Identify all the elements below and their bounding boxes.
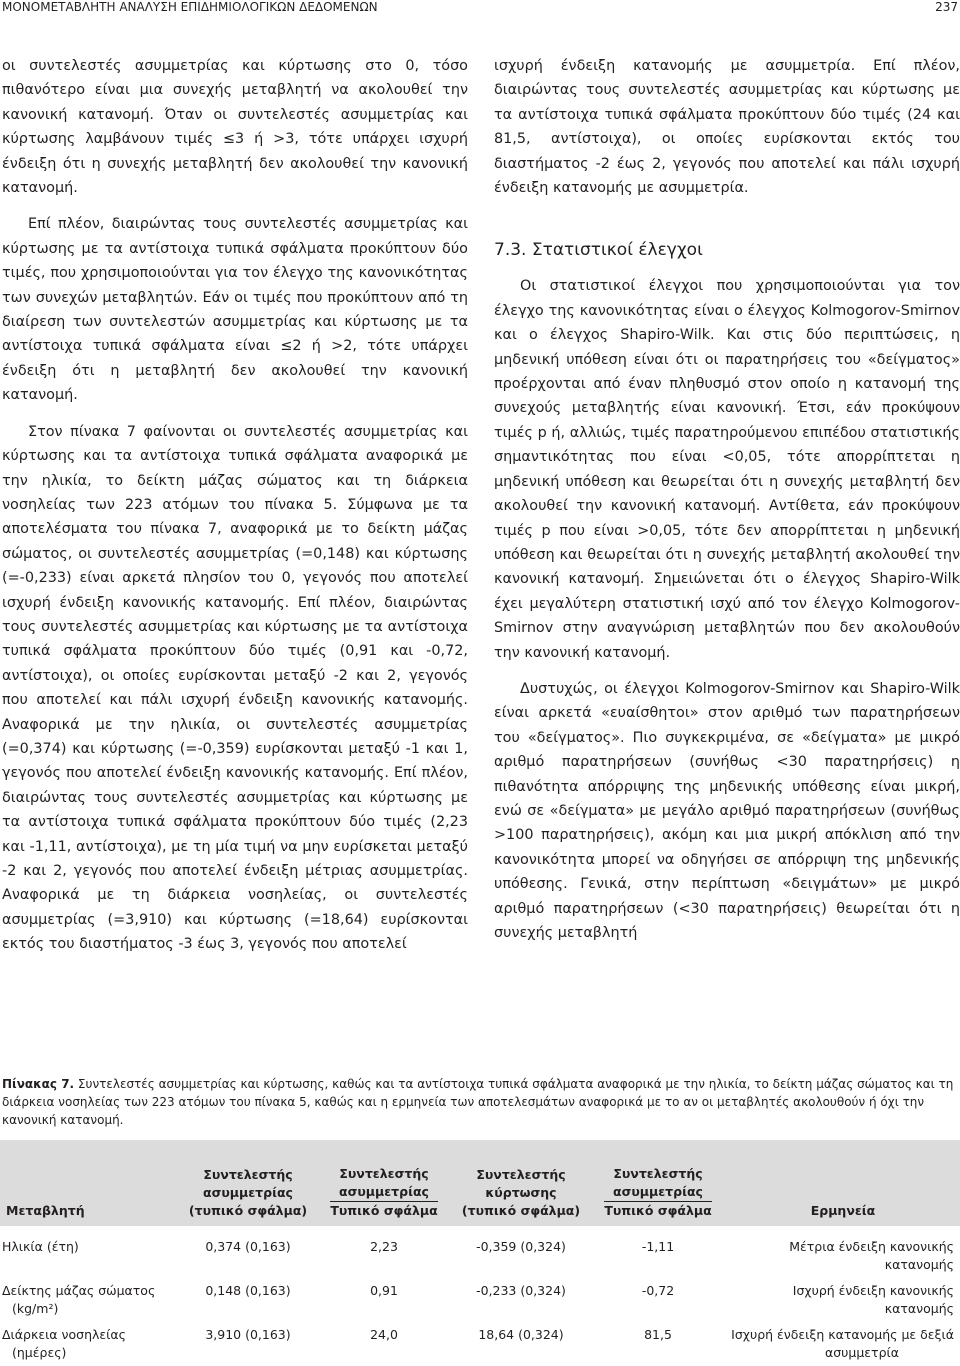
cell-kurt-ratio: 81,5 bbox=[644, 1327, 672, 1342]
data-table bbox=[0, 1140, 960, 1366]
table-row bbox=[0, 1226, 960, 1278]
cell-skewness: 0,374 (0,163) bbox=[205, 1239, 291, 1254]
cell-kurtosis: -0,233 (0,324) bbox=[476, 1283, 566, 1298]
column-header-variable: Μεταβλητή bbox=[0, 1140, 180, 1226]
cell-skewness: 3,910 (0,163) bbox=[205, 1327, 291, 1342]
cell-kurtosis: -0,359 (0,324) bbox=[476, 1239, 566, 1254]
section-heading: 7.3. Στατιστικοί έλεγχοι bbox=[494, 240, 703, 261]
paragraph: οι συντελεστές ασυμμετρίας και κύρτωσης στο 0, τόσο πιθανότερο είναι μια συνεχής μεταβλητή να ακολουθεί την κανονική κατανομή. Όταν οι συντελεστές ασυμμετρίας και κύρτωσης λαμβάνουν τιμές ≤3 ή >3, τότε υπάρχει ισχυρή ένδειξη ότι η συνεχής μεταβλητή δεν ακολουθεί την κανονική κατανομή. bbox=[2, 58, 468, 197]
cell-skew-ratio: 2,23 bbox=[370, 1239, 398, 1254]
cell-interpretation: Μέτρια ένδειξη κανονικής κατανομής bbox=[789, 1239, 954, 1272]
right-column bbox=[494, 54, 960, 945]
cell-skew-ratio: 0,91 bbox=[370, 1283, 398, 1298]
column-header-interpretation: Ερμηνεία bbox=[726, 1140, 960, 1226]
paragraph: Επί πλέον, διαιρώντας τους συντελεστές ασυμμετρίας και κύρτωσης με τα αντίστοιχα τυπικά σφάλματα προκύπτουν δύο τιμές, που χρησιμοποιούνται για τον έλεγχο της κανονικότητας των συνεχών μεταβλητών. Εάν οι τιμές που προκύπτουν από τη διαίρεση των συντελεστών ασυμμετρίας και κύρτωσης με τα αντίστοιχα τυπικά σφάλματα είναι ≤2 ή >2, τότε υπάρχει ένδειξη ότι η μεταβλητή δεν ακολουθεί την κανονική κατανομή. bbox=[2, 216, 468, 404]
table-container bbox=[0, 1140, 960, 1366]
caption-text: Συντελεστές ασυμμετρίας και κύρτωσης, καθώς και τα αντίστοιχα τυπικά σφάλματα αναφορικά με την ηλικία, το δείκτη μάζας σώματος και τη διάρκεια νοσηλείας των 223 ατόμων του πίνακα 5, καθώς και η ερμηνεία των αποτελεσμάτων αναφορικά με το αν οι μεταβλητές ακολουθούν ή όχι την κανονική κατανομή. bbox=[2, 1077, 954, 1127]
column-header-kurt-ratio: Συντελεστής ασυμμετρίας Τυπικό σφάλμα bbox=[590, 1140, 726, 1226]
column-header-kurtosis: Συντελεστής κύρτωσης (τυπικό σφάλμα) bbox=[452, 1140, 590, 1226]
column-header-skewness: Συντελεστής ασυμμετρίας (τυπικό σφάλμα) bbox=[180, 1140, 316, 1226]
cell-skewness: 0,148 (0,163) bbox=[205, 1283, 291, 1298]
left-column bbox=[2, 54, 468, 957]
cell-variable: Ηλικία (έτη) bbox=[2, 1239, 79, 1254]
cell-skew-ratio: 24,0 bbox=[370, 1327, 398, 1342]
cell-variable: Διάρκεια νοσηλείας (ημέρες) bbox=[2, 1327, 126, 1360]
cell-kurt-ratio: -0,72 bbox=[641, 1283, 675, 1298]
table-header-row bbox=[0, 1140, 960, 1226]
page-number: 237 bbox=[935, 0, 958, 14]
cell-kurtosis: 18,64 (0,324) bbox=[478, 1327, 564, 1342]
cell-variable: Δείκτης μάζας σώματος (kg/m²) bbox=[2, 1283, 156, 1316]
table-caption bbox=[2, 1075, 958, 1129]
paragraph: ισχυρή ένδειξη κατανομής με ασυμμετρία. Επί πλέον, διαιρώντας τους συντελεστές ασυμμετρίας και κύρτωσης με τα αντίστοιχα τυπικά σφάλματα προκύπτουν δύο τιμές (24 και 81,5, αντίστοιχα), οι οποίες ευρίσκονται εκτός του διαστήματος -2 έως 2, γεγονός που αποτελεί και πάλι ισχυρή ένδειξη κατανομής με ασυμμετρία. bbox=[494, 58, 960, 197]
table-row bbox=[0, 1278, 960, 1322]
cell-kurt-ratio: -1,11 bbox=[641, 1239, 675, 1254]
column-header-skew-ratio: Συντελεστής ασυμμετρίας Τυπικό σφάλμα bbox=[316, 1140, 452, 1226]
cell-interpretation: Ισχυρή ένδειξη κανονικής κατανομής bbox=[792, 1283, 954, 1316]
paragraph: Στον πίνακα 7 φαίνονται οι συντελεστές ασυμμετρίας και κύρτωσης και τα αντίστοιχα τυπικά σφάλματα αναφορικά με την ηλικία, το δείκτη μάζας σώματος και τη διάρκεια νοσηλείας των 223 ατόμων του πίνακα 5. Σύμφωνα με τα αποτελέσματα του πίνακα 7, αναφορικά με το δείκτη μάζας σώματος, οι συντελεστές ασυμμετρίας (=0,148) και κύρτωσης (=-0,233) είναι αρκετά πλησίον του 0, γεγονός που αποτελεί ισχυρή ένδειξη κανονικής κατανομής. Επί πλέον, διαιρώντας τους συντελεστές ασυμμετρίας και κύρτωσης με τα αντίστοιχα τυπικά σφάλματα προκύπτουν δύο τιμές (0,91 και -0,72, αντίστοιχα), οι οποίες ευρίσκονται μεταξύ -2 και 2, γεγονός που αποτελεί και πάλι ισχυρή ένδειξη κανονικής κατανομής. Αναφορικά με την ηλικία, οι συντελεστές ασυμμετρίας (=0,374) και κύρτωσης (=-0,359) ευρίσκονται μεταξύ -1 και 1, γεγονός που αποτελεί ένδειξη κανονικής κατανομής. Επί πλέον, διαιρώντας τους συντελεστές ασυμμετρίας και κύρτωσης με τα αντίστοιχα τυπικά σφάλματα προκύπτουν δύο τιμές (2,23 και -1,11, αντίστοιχα), με τη μία τιμή να μην ευρίσκεται μεταξύ -2 και 2, γεγονός που αποτελεί ένδειξη μέτριας ασυμμετρίας. Αναφορικά με τη διάρκεια νοσηλείας, οι συντελεστές ασυμμετρίας (=3,910) και κύρτωσης (=18,64) ευρίσκονται εκτός του διαστήματος -3 έως 3, γεγονός που αποτελεί bbox=[2, 423, 468, 953]
paragraph: Δυστυχώς, οι έλεγχοι Kolmogorov-Smirnov και Shapiro-Wilk είναι αρκετά «ευαίσθητοι» στον αριθμό των παρατηρήσεων του «δείγματος». Πιο συγκεκριμένα, σε «δείγματα» με μικρό αριθμό παρατηρήσεων (συνήθως <30 παρατηρήσεις) η πιθανότητα απόρριψης της μηδενικής υπόθεσης είναι μικρή, ενώ σε «δείγματα» με μεγάλο αριθμό παρατηρήσεων (συνήθως >100 παρατηρήσεις), ακόμη και μια μικρή απόκλιση από την κανονικότητα μπορεί να οδηγήσει σε απόρριψη της μηδενικής υπόθεσης. Γενικά, στην περίπτωση «δειγμάτων» με μικρό αριθμό παρατηρήσεων (<30 παρατηρήσεις) θεωρείται ότι η συνεχής μεταβλητή bbox=[494, 680, 960, 941]
running-title: ΜΟΝΟΜΕΤΑΒΛΗΤΗ ΑΝΑΛΥΣΗ ΕΠΙΔΗΜΙΟΛΟΓΙΚΩΝ ΔΕΔΟΜΕΝΩΝ bbox=[2, 0, 378, 14]
paragraph: Οι στατιστικοί έλεγχοι που χρησιμοποιούνται για τον έλεγχο της κανονικότητας είναι ο έλεγχος Kolmogorov-Smirnov και ο έλεγχος Shapiro-Wilk. Και στις δύο περιπτώσεις, η μηδενική υπόθεση είναι ότι οι παρατηρήσεις του «δείγματος» προέρχονται από έναν πληθυσμό στον οποίο η κατανομή της συνεχούς μεταβλητής είναι κανονική. Έτσι, εάν προκύψουν τιμές p ή, αλλιώς, τιμές παρατηρούμενου επιπέδου στατιστικής σημαντικότητας που είναι <0,05, τότε απορρίπτεται η μηδενική υπόθεση και θεωρείται ότι η συνεχής μεταβλητή δεν ακολουθεί την κανονική κατανομή. Αντίθετα, εάν προκύψουν τιμές p που είναι >0,05, τότε δεν απορρίπτεται η μηδενική υπόθεση και θεωρείται ότι η συνεχής μεταβλητή ακολουθεί την κανονική κατανομή. Σημειώνεται ότι ο έλεγχος Shapiro-Wilk έχει μεγαλύτερη στατιστική ισχύ από τον έλεγχο Kolmogorov-Smirnov στην αναγνώριση μεταβλητών που δεν ακολουθούν την κανονική κατανομή. bbox=[494, 278, 960, 661]
table-row bbox=[0, 1322, 960, 1366]
cell-interpretation: Ισχυρή ένδειξη κατανομής με δεξιά ασυμμετρία bbox=[731, 1327, 954, 1360]
caption-label: Πίνακας 7. bbox=[2, 1077, 75, 1091]
page-header bbox=[0, 0, 960, 14]
